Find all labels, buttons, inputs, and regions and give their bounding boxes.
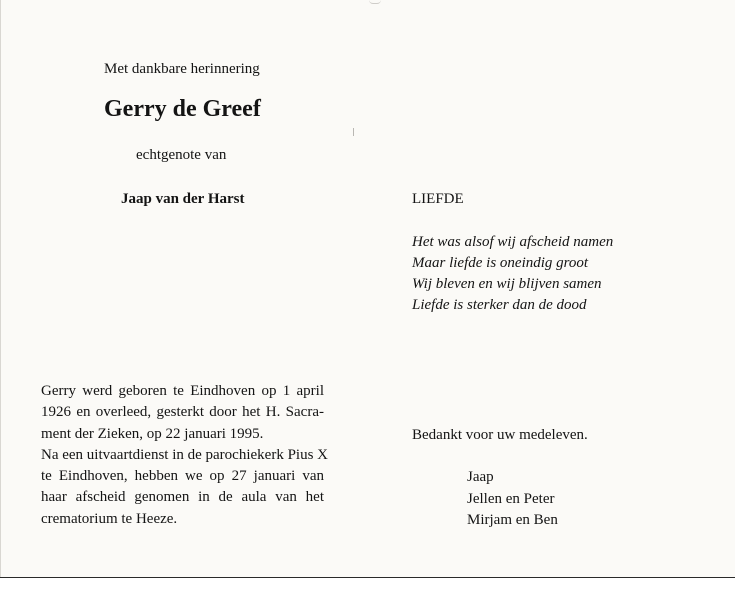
poem-line: Het was alsof wij afscheid namen: [412, 234, 614, 250]
thanks-text: Bedankt voor uw medeleven.: [412, 427, 588, 443]
biography-line: Na een uitvaartdienst in de parochiekerk Pius X: [41, 446, 328, 463]
biography-line: crematorium te Heeze.: [41, 510, 178, 527]
relation-text: echtgenote van: [136, 147, 227, 163]
family-member: Jellen en Peter: [467, 490, 555, 507]
poem-title: LIEFDE: [412, 191, 464, 207]
intro-text: Met dankbare herinnering: [104, 61, 260, 77]
biography-line: Gerry werd geboren te Eindhoven op 1 april: [41, 383, 324, 399]
poem-line: Wij bleven en wij blijven samen: [412, 276, 602, 292]
biography-line: 1926 en overleed, gesterkt door het H. Sacra-: [41, 404, 324, 421]
biography-line: haar afscheid genomen in de aula van het: [41, 489, 324, 506]
family-signatures: [467, 467, 558, 532]
poem-line: Liefde is sterker dan de dood: [412, 297, 587, 313]
family-member: Mirjam en Ben: [467, 512, 558, 528]
card-bottom-edge: [0, 577, 735, 589]
fold-mark: [353, 128, 354, 136]
spouse-name: Jaap van der Harst: [121, 191, 245, 207]
biography-line: te Eindhoven, hebben we op 27 januari van: [41, 468, 324, 485]
biography: [41, 381, 328, 530]
deceased-name: Gerry de Greef: [104, 96, 261, 122]
family-member: Jaap: [467, 469, 494, 485]
poem: [412, 232, 613, 316]
top-edge-mark: [369, 0, 381, 4]
biography-line: ment der Zieken, op 22 januari 1995.: [41, 425, 264, 442]
poem-line: Maar liefde is oneindig groot: [412, 255, 589, 271]
